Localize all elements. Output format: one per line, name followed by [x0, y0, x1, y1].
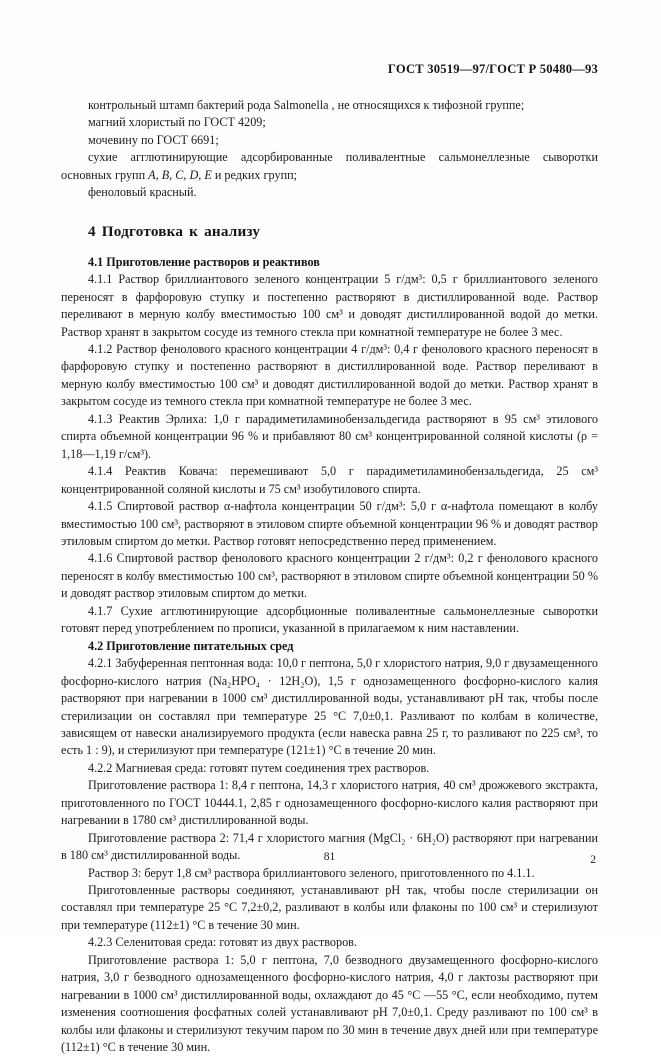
paragraph-4-1-7: 4.1.7 Сухие агглютинирующие адсорбционные поливалентные сальмонеллезные сыворотки готовят перед употреблением по прописи, указанной в прилагаемом к ним наставлении. — [61, 603, 598, 636]
list-item-phenol-red: феноловый красный. — [88, 185, 197, 200]
paragraph-4-1-5: 4.1.5 Спиртовой раствор α-нафтола концентрации 50 г/дм³: 5,0 г α-нафтола помещают в колбу вместимостью 100 см³, растворяют в этиловом спирте объемной концентрации 96 % и доводят раствор этиловым спиртом до метки. Раствор готовят непосредственно перед применением. — [61, 499, 598, 548]
paragraph-4-2-2-solution-1: Приготовление раствора 1: 8,4 г пептона, 14,3 г хлористого натрия, 40 см³ дрожжевого экстракта, приготовленного по ГОСТ 10444.1, 2,85 г однозамещенного фосфорно-кислого калия растворяют при нагревании в 1780 см³ дистиллированной воды. — [61, 778, 598, 828]
list-item-urea: мочевину по ГОСТ 6691; — [88, 132, 219, 147]
subsection-4-1-title: 4.1 Приготовление растворов и реактивов — [88, 254, 320, 269]
list-item-sera — [61, 149, 598, 184]
paragraph-4-1-4: 4.1.4 Реактив Ковача: перемешивают 5,0 г парадиметиламинобензальдегида, 25 см³ концентрированной соляной кислоты и 75 см³ изобутилового спирта. — [61, 464, 598, 496]
paragraph-4-2-1: 4.2.1 Забуференная пептонная вода: 10,0 г пептона, 5,0 г хлористого натрия, 9,0 г двузамещенного фосфорно-кислого натрия (Na₂HPO₄ · 12H₂O), 1,5 г однозамещенного фосфорно-кислого калия растворяют при нагревании в 1000 см³ дистиллированной воды, устанавливают pH так, чтобы после стерилизации он составлял при температуре 25 °С 7,0±0,1. Разливают по колбам в количестве, зависящем от навески анализируемого продукта (если навеска равна 25 г, то разливают по 225 см³, то есть 1 : 9), и стерилизуют при температуре (121±1) °С в течение 20 мин. — [61, 656, 598, 758]
paragraph-4-1-3: 4.1.3 Реактив Эрлиха: 1,0 г парадиметиламинобензальдегида растворяют в 95 см³ этилового спирта объемной концентрации 96 % и прибавляют 80 см³ концентрированной соляной кислоты (ρ = 1,18—1,19 г/см³). — [61, 411, 598, 461]
paragraph-4-2-3-solution-1: Приготовление раствора 1: 5,0 г пептона, 7,0 безводного двузамещенного фосфорно-кислого натрия, 3,0 г безводного однозамещенного фосфорно-кислого натрия, 4,0 г лактозы растворяют при нагревании в 1000 см³ дистиллированной воды, охлаждают до 45 °С —55 °С, если необходимо, путем изменения соотношения фосфатных солей устанавливают pH 7,0±0,1. Среду разливают по 100 см³ в колбы или флаконы и стерилизуют текучим паром по 30 мин в течение двух дней или при температуре (112±1) °С в течение 30 мин. — [61, 952, 598, 1055]
subsection-4-2-title: 4.2 Приготовление питательных сред — [88, 638, 294, 653]
group-letters: A, B, C, D, E — [148, 167, 212, 182]
paragraph-4-2-2: 4.2.2 Магниевая среда: готовят путем соединения трех растворов. — [88, 760, 430, 775]
page-footer — [61, 850, 598, 864]
list-item-magnesium-chloride: магний хлористый по ГОСТ 4209; — [88, 115, 266, 130]
section-heading: 4 Подготовка к анализу — [88, 222, 261, 240]
page-number-center: 81 — [323, 850, 336, 863]
paragraph-4-2-2-solution-2: Приготовление раствора 2: 71,4 г хлористого магния (MgCl₂ · 6H₂O) растворяют при нагревании в 180 см³ дистиллированной воды. — [61, 830, 598, 863]
paragraph-4-1-6: 4.1.6 Спиртовой раствор фенолового красного концентрации 2 г/дм³: 0,2 г фенолового красного переносят в колбу вместимостью 100 см³, растворяют в этиловом спирте объемной концентрации 50 % и доводят раствор этиловым спиртом до метки. — [61, 551, 598, 601]
page-number-right: 2 — [590, 853, 596, 866]
text-column — [61, 62, 598, 1057]
list-item-sera-suffix: и редких групп; — [211, 167, 297, 182]
standard-number-header: ГОСТ 30519—97/ГОСТ Р 50480—93 — [387, 62, 598, 76]
paragraph-4-2-3: 4.2.3 Селенитовая среда: готовят из двух растворов. — [88, 935, 357, 950]
paragraph-4-2-2-combine: Приготовленные растворы соединяют, устанавливают pH так, чтобы после стерилизации он составлял при температуре 25 °С 7,2±0,2, разливают в колбы или флаконы по 100 см³ и стерилизуют при температуре (112±1) °С в течение 30 мин. — [61, 883, 598, 932]
paragraph-4-1-2: 4.1.2 Раствор фенолового красного концентрации 4 г/дм³: 0,4 г фенолового красного переносят в фарфоровую ступку и постепенно растворяют в дистиллированной воде. Раствор переливают в мерную колбу вместимостью 100 см³ и доводят дистиллированной водой до метки. Раствор хранят в закрытом сосуде из темного стекла при комнатной температуре не более 3 мес. — [61, 341, 598, 409]
list-item-control-strain: контрольный штамп бактерий рода Salmonella , не относящихся к тифозной группе; — [88, 98, 525, 112]
paragraph-4-1-1: 4.1.1 Раствор бриллиантового зеленого концентрации 5 г/дм³: 0,5 г бриллиантового зеленого переносят в фарфоровую ступку и постепенно растворяют в дистиллированной воде. Раствор переливают в мерную колбу вместимостью 100 см³ и доводят дистиллированной водой до метки. Раствор хранят в закрытом сосуде из темного стекла при комнатной температуре не более 3 мес. — [61, 272, 598, 339]
paragraph-4-2-2-solution-3: Раствор 3: берут 1,8 см³ раствора бриллиантового зеленого, приготовленного по 4.1.1. — [88, 865, 535, 880]
list-item-sera-prefix: сухие агглютинирующие адсорбированные поливалентные сальмонеллезные сыворотки основных групп — [61, 150, 598, 182]
